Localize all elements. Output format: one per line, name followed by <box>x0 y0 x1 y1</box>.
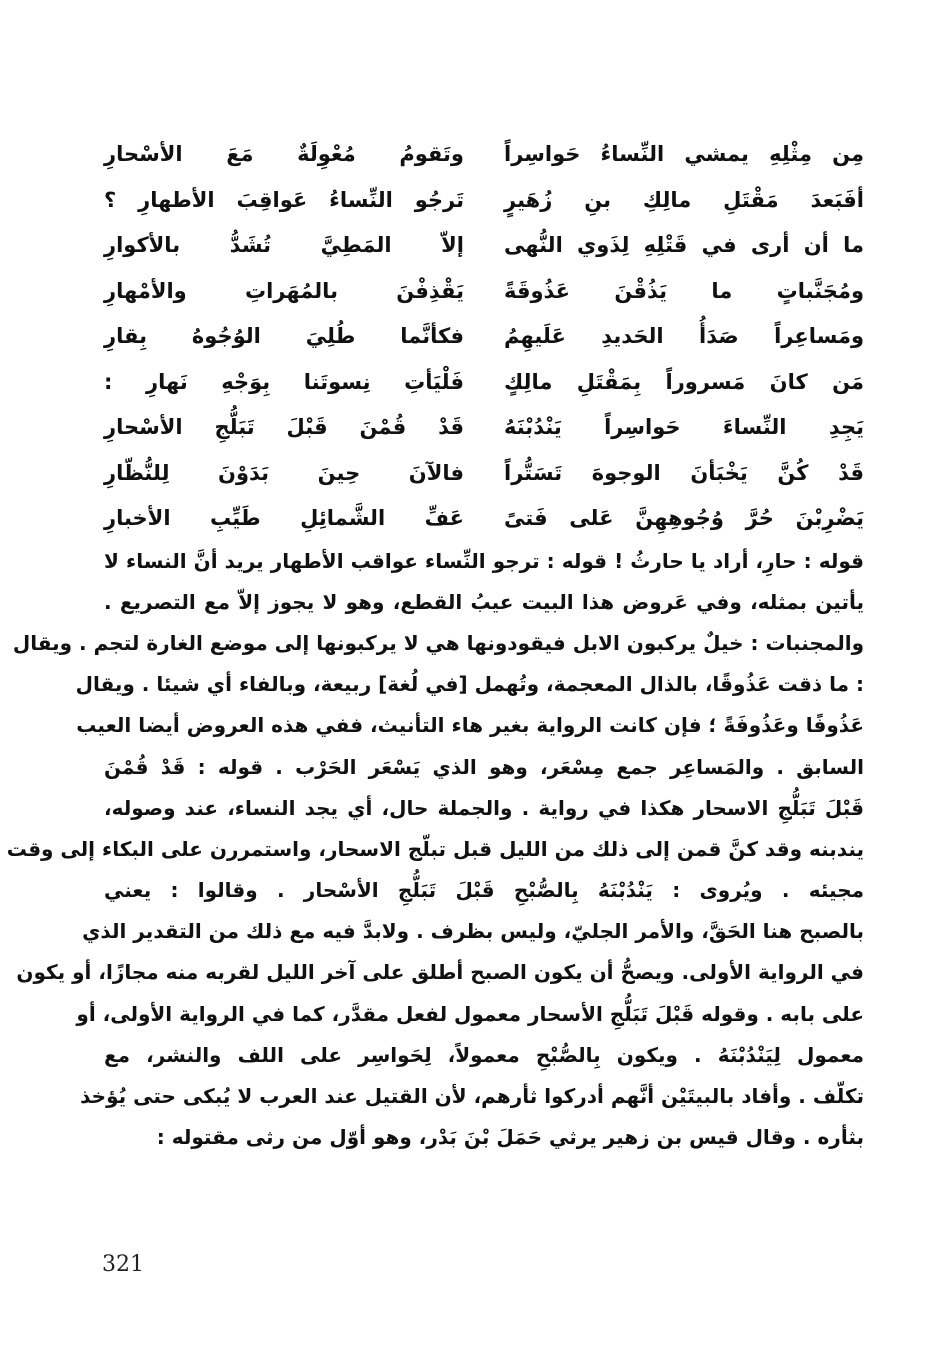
poem-verse <box>104 178 864 224</box>
commentary-line <box>82 911 864 952</box>
verse-second-hemistich: قَدْ قُمْنَ قَبْلَ تَبَلُّجِ الأسْحارِ <box>104 415 464 440</box>
commentary-line-text: عَذُوفًا وعَذُوفَةً ؛ فإن كانت الرواية بغير هاء التأنيث، ففي هذه العروض أيضا العيب <box>76 713 864 738</box>
commentary-line <box>104 540 864 581</box>
commentary-line-text: مجيئه . ويُروى : يَنْدُبْنَهُ بِالصُّبْحِ قَبْلَ تَبَلُّجِ الأسْحار . وقالوا : يعني <box>104 878 864 903</box>
commentary-line-text: بثأره . وقال قيس بن زهير يرثي حَمَلَ بْنَ بَدْر، وهو أوّل من رثى مقتوله : <box>156 1125 864 1150</box>
commentary-line-text: يأتين بمثله، وفي عَروض هذا البيت عيبُ القطع، وهو لا يجوز إلاّ مع التصريع . <box>104 589 864 614</box>
verse-second-hemistich: فكأنَّما طُلِيَ الوُجُوهُ بِقارِ <box>104 324 464 349</box>
verse-second-hemistich: يَقْذِفْنَ بالمُهَراتِ والأمْهارِ <box>104 278 464 303</box>
verse-second-hemistich: فَلْيَأتِ نِسوتَنا بِوَجْهِ نَهارِ : <box>104 369 464 394</box>
commentary-line-text: قَبْلَ تَبَلُّجِ الاسحار هكذا في رواية . والجملة حال، أي يجد النساء، عند وصوله، <box>104 795 864 820</box>
commentary-line-text: قوله : حارِ، أراد يا حارثُ ! قوله : ترجو النِّساء عواقب الأطهار يريد أنَّ النساء لا <box>104 548 864 573</box>
verse-first-hemistich: قَدْ كُنَّ يَخْبَأنَ الوجوهَ تَسَتُّراً <box>504 460 864 485</box>
commentary-line-text: بالصبح هنا الحَقَّ، والأمر الجليّ، وليس بظرف . ولابدَّ فيه مع ذلك من التقدير الذي <box>82 919 864 944</box>
commentary-line-text: في الرواية الأولى. ويصحُّ أن يكون الصبح أطلق على آخر الليل لقربه منه مجازًا، أو يكون <box>16 960 864 985</box>
poem-verse <box>104 360 864 406</box>
poem-verse <box>104 132 864 178</box>
poem-verse <box>104 314 864 360</box>
page-number: 321 <box>102 1252 144 1277</box>
verse-second-hemistich: فالآنَ حِينَ بَدَوْنَ لِلنُّظّارِ <box>104 460 464 485</box>
commentary-paragraph <box>6 540 864 1158</box>
poem-block <box>104 132 864 542</box>
commentary-line <box>104 746 864 787</box>
commentary-line <box>104 1034 864 1075</box>
poem-verse <box>104 223 864 269</box>
commentary-line-text: والمجنبات : خيلٌ يركبون الابل فيقودونها هي لا يركبونها إلى موضع الغارة لتجم . ويقال <box>12 630 864 655</box>
commentary-line <box>6 828 864 869</box>
commentary-line <box>16 952 864 993</box>
verse-second-hemistich: عَفِّ الشَّمائِلِ طَيِّبِ الأخبارِ <box>104 506 464 531</box>
verse-second-hemistich: وتَقومُ مُعْوِلَةٌ مَعَ الأسْحارِ <box>104 142 464 167</box>
commentary-line <box>104 581 864 622</box>
commentary-line-text: السابق . والمَساعِر جمع مِسْعَر، وهو الذي يَسْعَر الحَرْب . قوله : قَدْ قُمْنَ <box>104 754 864 779</box>
commentary-line <box>76 993 864 1034</box>
verse-first-hemistich: يَضْرِبْنَ حُرَّ وُجُوهِهِنَّ عَلى فَتىً <box>504 506 864 531</box>
commentary-line-text: يندبنه وقد كنَّ قمن إلى ذلك من الليل قبل تبلّج الاسحار، واستمررن على البكاء إلى وقت <box>6 836 864 861</box>
verse-first-hemistich: ومُجَنَّباتٍ ما يَذُقْنَ عَذُوقَةً <box>504 278 864 303</box>
verse-first-hemistich: مَن كانَ مَسروراً بِمَقْتَلِ مالِكٍ <box>504 369 864 394</box>
commentary-line <box>76 705 864 746</box>
commentary-line <box>12 622 864 663</box>
commentary-line-text: : ما ذقت عَذُوقًا، بالذال المعجمة، وتُهمل [في لُغة] ربيعة، وبالفاء أي شيئا . ويقال <box>75 672 864 697</box>
commentary-line <box>104 870 864 911</box>
commentary-line-text: على بابه . وقوله قَبْلَ تَبَلُّجِ الأسحار معمول لفعل مقدَّر، كما في الرواية الأولى، أو <box>76 1001 864 1026</box>
verse-second-hemistich: تَرجُو النِّساءُ عَواقِبَ الأطهارِ ؟ <box>104 187 464 212</box>
commentary-line-text: تكلّف . وأفاد بالبيتَيْن أنَّهم أدركوا ثأرهم، لأن القتيل عند العرب لا يُبكى حتى يُؤخذ <box>80 1084 864 1109</box>
verse-second-hemistich: إلاّ المَطِيَّ تُشَدُّ بالأكوارِ <box>104 233 464 258</box>
verse-first-hemistich: ما أن أرى في قَتْلِهِ لِذَوي النُّهى <box>504 233 864 258</box>
poem-verse <box>104 496 864 542</box>
verse-first-hemistich: ومَساعِراً صَدَأُ الحَديدِ عَلَيهِمُ <box>504 324 864 349</box>
commentary-line <box>75 664 864 705</box>
verse-first-hemistich: يَجِدِ النِّساءَ حَواسِراً يَنْدُبْنَهُ <box>504 415 864 440</box>
poem-verse <box>104 269 864 315</box>
poem-verse <box>104 451 864 497</box>
verse-first-hemistich: أفَبَعدَ مَقْتَلِ مالِكِ بنِ زُهَيرٍ <box>504 187 864 212</box>
commentary-line-text: معمول لِيَنْدُبْنَهُ . ويكون بِالصُّبْحِ معمولاً، لِحَواسِر على اللف والنشر، مع <box>104 1042 864 1067</box>
poem-verse <box>104 405 864 451</box>
verse-first-hemistich: مِن مِثْلِهِ يمشي النِّساءُ حَواسِراً <box>504 142 864 167</box>
commentary-line <box>80 1075 864 1116</box>
commentary-line <box>104 1117 864 1158</box>
commentary-line <box>104 787 864 828</box>
